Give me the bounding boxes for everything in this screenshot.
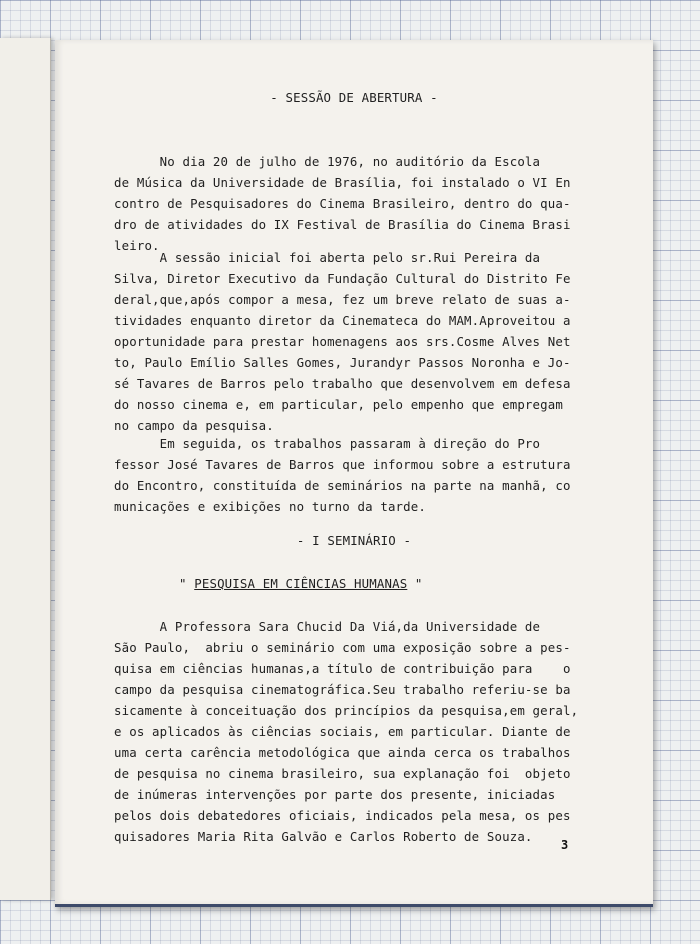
paragraph-line: sé Tavares de Barros pelo trabalho que desenvolvem em defesa — [114, 376, 571, 391]
paragraph-line: de pesquisa no cinema brasileiro, sua explanação foi objeto — [114, 766, 571, 781]
paragraph-line: A Professora Sara Chucid Da Viá,da Universidade de — [114, 619, 541, 634]
paragraph-line: quisadores Maria Rita Galvão e Carlos Roberto de Souza. — [114, 829, 533, 844]
paragraph-line: oportunidade para prestar homenagens aos srs.Cosme Alves Net — [114, 334, 571, 349]
paragraph-line: de inúmeras intervenções por parte dos presente, iniciadas — [114, 787, 556, 802]
paragraph-line: Em seguida, os trabalhos passaram à direção do Pro — [114, 436, 541, 451]
paragraph-line: de Música da Universidade de Brasília, foi instalado o VI En — [114, 175, 571, 190]
seminar-heading: - I SEMINÁRIO - — [296, 533, 412, 548]
paragraph-line: dro de atividades do IX Festival de Brasília do Cinema Brasi — [114, 217, 571, 232]
paragraph-line: municações e exibições no turno da tarde. — [114, 499, 427, 514]
seminar-title — [179, 574, 653, 594]
paragraph-line: A sessão inicial foi aberta pelo sr.Rui Pereira da — [114, 250, 541, 265]
paragraph-line: leiro. — [114, 238, 160, 253]
document-page — [55, 40, 653, 907]
paragraph-line: Silva, Diretor Executivo da Fundação Cultural do Distrito Fe — [114, 271, 571, 286]
paragraph-line: campo da pesquisa cinematográfica.Seu trabalho referiu-se ba — [114, 682, 571, 697]
paragraph-line: fessor José Tavares de Barros que informou sobre a estrutura — [114, 457, 571, 472]
title-open-quote: " — [179, 576, 195, 591]
paragraph-line: do Encontro, constituída de seminários na parte na manhã, co — [114, 478, 571, 493]
paragraph-line: sicamente à conceituação dos princípios da pesquisa,em geral, — [114, 703, 579, 718]
seminar-title-text: PESQUISA EM CIÊNCIAS HUMANAS — [194, 576, 408, 591]
paragraph-line: São Paulo, abriu o seminário com uma exposição sobre a pes- — [114, 640, 571, 655]
paragraph-line: contro de Pesquisadores do Cinema Brasileiro, dentro do qua- — [114, 196, 571, 211]
paragraph-line: do nosso cinema e, em particular, pelo empenho que empregam — [114, 397, 563, 412]
paragraph-line: no campo da pesquisa. — [114, 418, 274, 433]
paragraph-line: e os aplicados às ciências sociais, em particular. Diante de — [114, 724, 571, 739]
paragraph-line: quisa em ciências humanas,a título de contribuição para o — [114, 661, 571, 676]
title-close-quote: " — [407, 576, 423, 591]
paragraph-line: uma certa carência metodológica que ainda cerca os trabalhos — [114, 745, 571, 760]
paragraph-line: pelos dois debatedores oficiais, indicados pela mesa, os pes — [114, 808, 571, 823]
section-heading: - SESSÃO DE ABERTURA - — [270, 90, 438, 105]
page-number: 3 — [561, 838, 569, 852]
paragraph-line: No dia 20 de julho de 1976, no auditório da Escola — [114, 154, 541, 169]
facing-page-edge — [0, 38, 51, 900]
paragraph-line: tividades enquanto diretor da Cinemateca do MAM.Aproveitou a — [114, 313, 571, 328]
paragraph-line: deral,que,após compor a mesa, fez um breve relato de suas a- — [114, 292, 571, 307]
paragraph-line: to, Paulo Emílio Salles Gomes, Jurandyr Passos Noronha e Jo- — [114, 355, 571, 370]
